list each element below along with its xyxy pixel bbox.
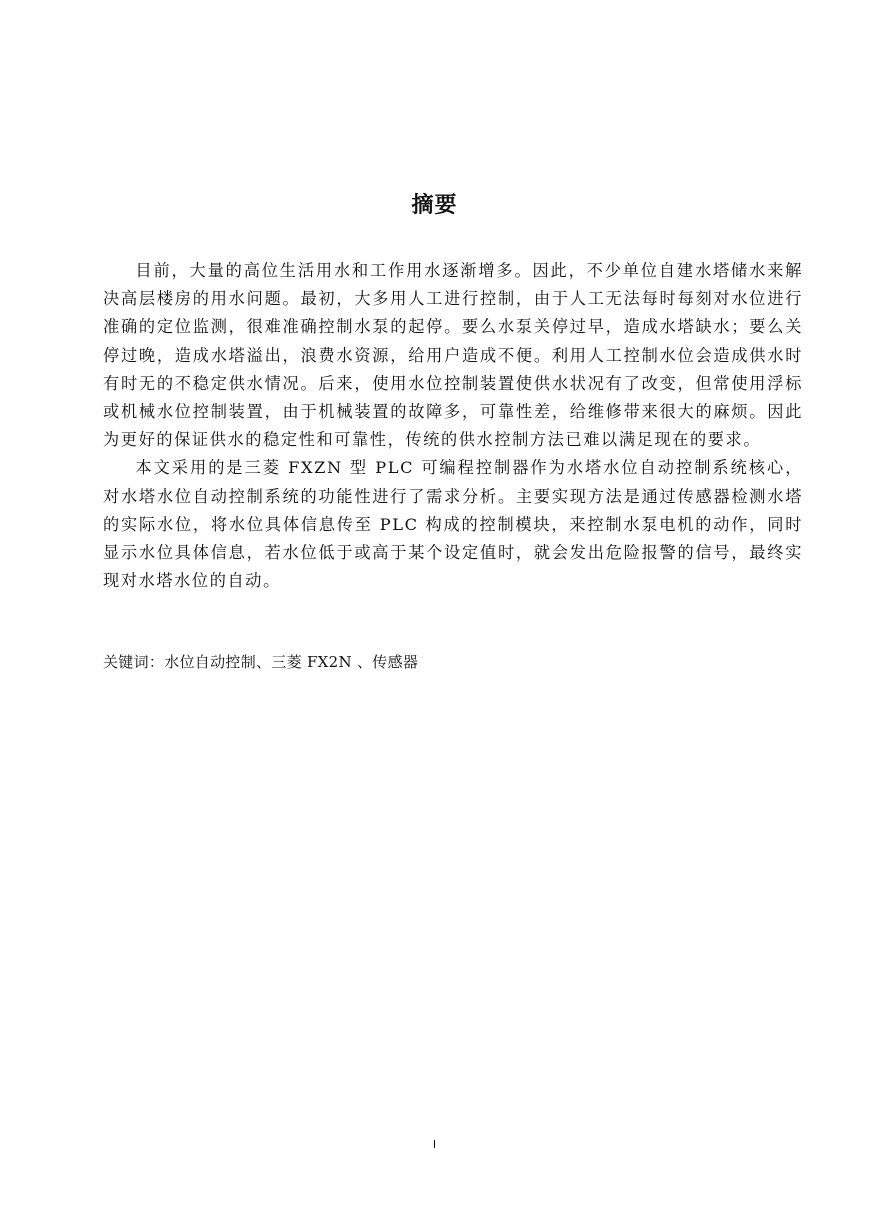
abstract-paragraph-1: 目前，大量的高位生活用水和工作用水逐渐增多。因此，不少单位自建水塔储水来解决高层楼房的用水问题。最初，大多用人工进行控制，由于人工无法每时每刻对水位进行准确的定位监测，很难准确控制水泵的起停。要么水泵关停过早，造成水塔缺水；要么关停过晚，造成水塔溢出，浪费水资源，给用户造成不便。利用人工控制水位会造成供水时有时无的不稳定供水情况。后来，使用水位控制装置使供水状况有了改变，但常使用浮标或机械水位控制装置，由于机械装置的故障多，可靠性差，给维修带来很大的麻烦。因此为更好的保证供水的稳定性和可靠性，传统的供水控制方法已难以满足现在的要求。 <box>103 261 803 450</box>
abstract-paragraph-2: 本文采用的是三菱 FXZN 型 PLC 可编程控制器作为水塔水位自动控制系统核心，对水塔水位自动控制系统的功能性进行了需求分析。主要实现方法是通过传感器检测水塔的实际水位，将水位具体信息传至 PLC 构成的控制模块，来控制水泵电机的动作，同时显示水位具体信息，若水位低于或高于某个设定值时，就会发出危险报警的信号，最终实现对水塔水位的自动。 <box>103 458 803 591</box>
abstract-body <box>103 257 803 595</box>
keywords-line: 关键词：水位自动控制、三菱 FX2N 、传感器 <box>103 653 419 671</box>
page-number: I <box>432 1138 437 1151</box>
page-title: 摘要 <box>411 193 458 218</box>
